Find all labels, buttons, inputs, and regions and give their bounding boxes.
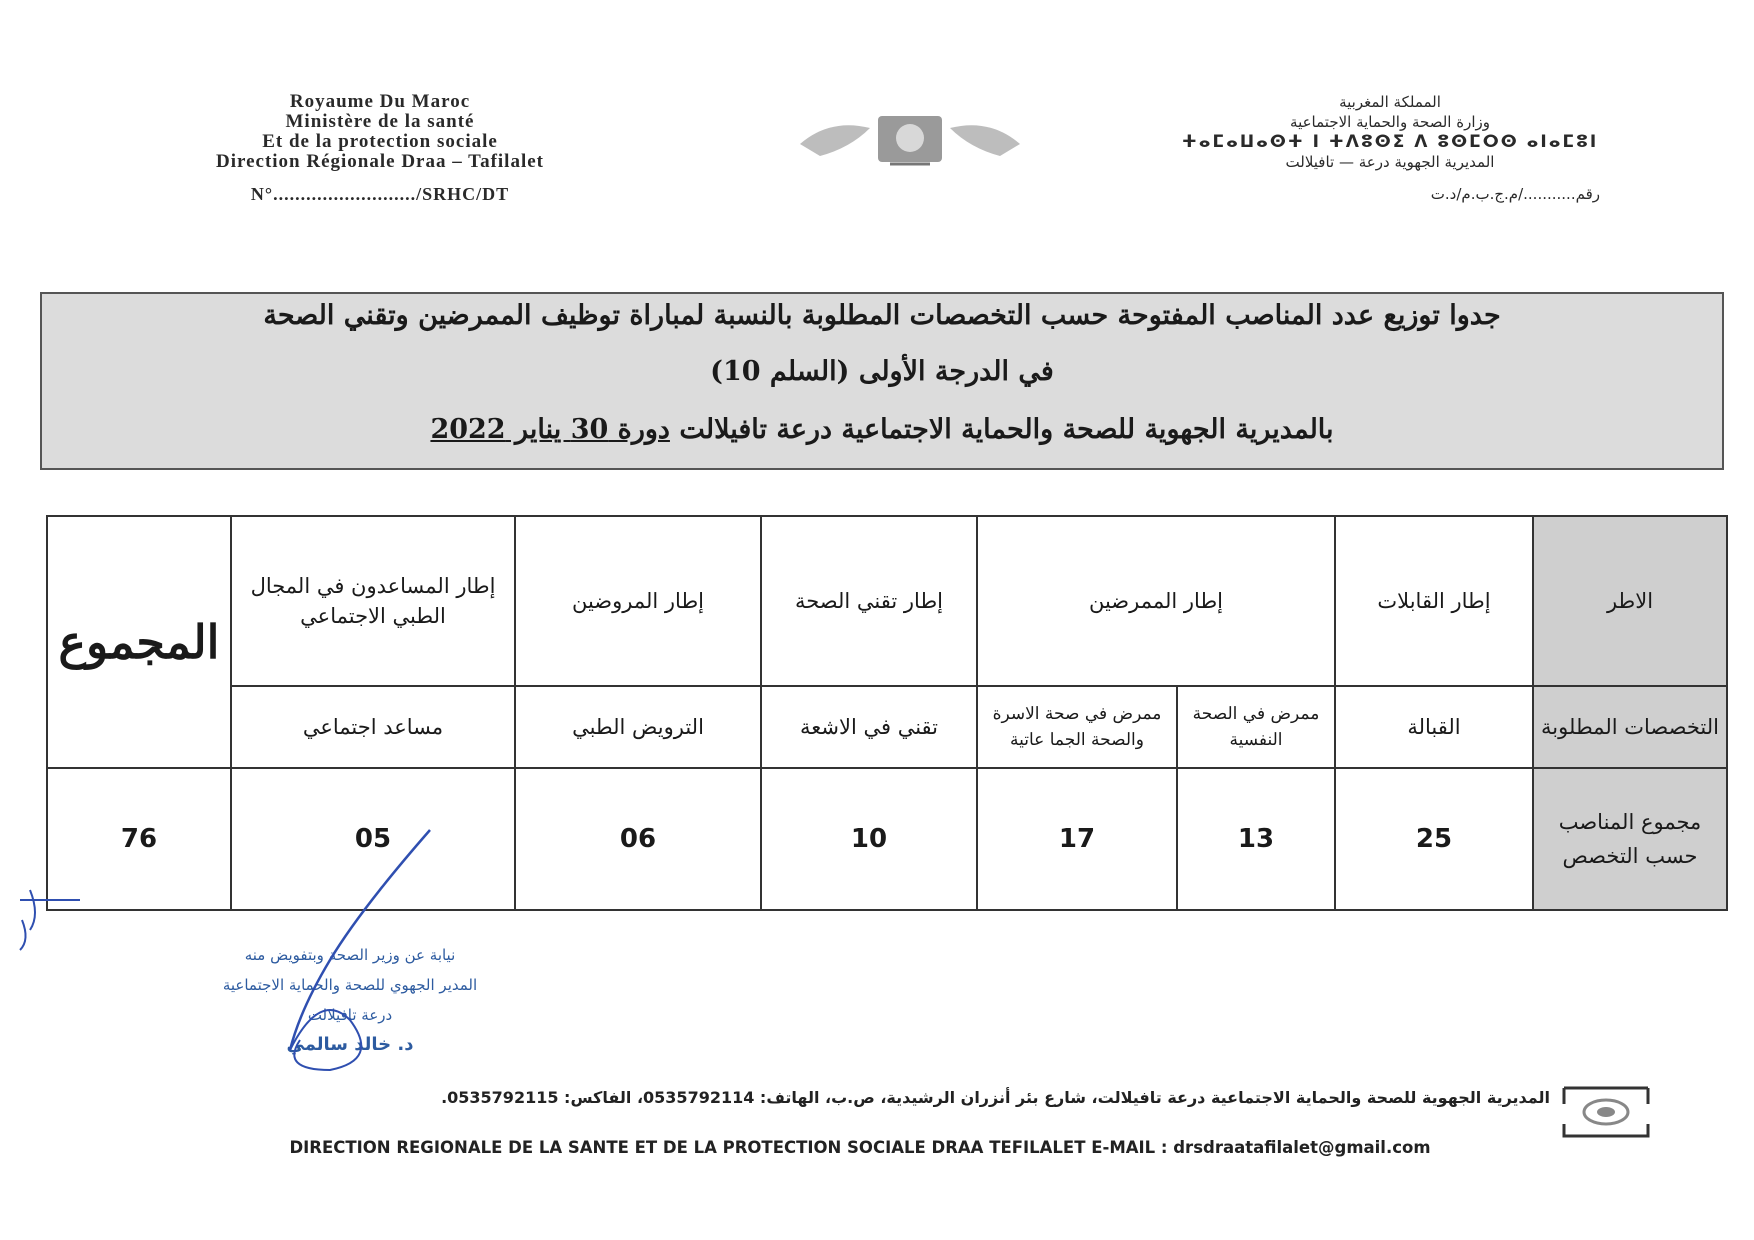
row-label-posts: مجموع المناصب حسب التخصص [1533,768,1727,910]
directorate-logo-icon [1560,1084,1652,1140]
title-directorate: بالمديرية الجهوية للصحة والحماية الاجتماعية درعة تافيلالت [679,414,1334,445]
posts-radiology-technician: 10 [761,768,977,910]
handwritten-signature [0,820,480,1080]
posts-total: 76 [47,768,231,910]
posts-family-community-nurse: 17 [977,768,1177,910]
stamp-line-director: المدير الجهوي للصحة والحماية الاجتماعية [222,976,478,994]
table-row [47,516,1727,686]
reference-ar: رقم.........../م.ج.ب.م/د.ت [1430,185,1600,203]
specialty-physiotherapy: الترويض الطبي [515,686,761,768]
specialty-radiology-technician: تقني في الاشعة [761,686,977,768]
coat-of-arms-emblem [790,108,1030,168]
posts-physiotherapy: 06 [515,768,761,910]
ministry-ar: وزارة الصحة والحماية الاجتماعية [1290,113,1490,131]
specialty-midwifery: القبالة [1335,686,1533,768]
posts-social-assistant: 05 [231,768,515,910]
ministry-fr-2: Et de la protection sociale [262,131,498,152]
direction-fr: Direction Régionale Draa – Tafilalet [215,151,544,172]
frame-health-technicians: إطار تقني الصحة [761,516,977,686]
ministry-tifinagh: ⵜⴰⵎⴰⵡⴰⵙⵜ ⵏ ⵜⴷⵓⵙⵉ ⴷ ⵓⵙⵎⵔⵙ ⴰⵏⴰⵎⵓⵏ [1181,132,1599,152]
stamp-line-region: درعة تافيلالت [307,1006,393,1024]
row-label-specialties: التخصصات المطلوبة [1533,686,1727,768]
specialty-family-community-nurse: ممرض في صحة الاسرة والصحة الجما عاتية [977,686,1177,768]
stamp-line-name: د. خالد سالمي [286,1034,414,1055]
posts-mental-health-nurse: 13 [1177,768,1335,910]
row-label-frames: الاطر [1533,516,1727,686]
document-title-line3 [40,414,1724,445]
posts-midwifery: 25 [1335,768,1533,910]
direction-ar: المديرية الجهوية درعة — تافيلالت [1285,153,1495,171]
frame-social-assistants: إطار المساعدون في المجال الطبي الاجتماعي [231,516,515,686]
header-french [50,92,710,204]
title-session-date: دورة 30 يناير 2022 [430,414,670,445]
header-arabic [1090,92,1690,204]
kingdom-fr: Royaume Du Maroc [289,91,471,112]
ministry-fr: Ministère de la santé [285,111,475,132]
kingdom-ar: المملكة المغربية [1339,93,1441,111]
specialty-social-assistant: مساعد اجتماعي [231,686,515,768]
document-title: جدوا توزيع عدد المناصب المفتوحة حسب التخصصات المطلوبة بالنسبة لمباراة توظيف الممرضين وتقني الصحة [263,300,1501,331]
stamp-line-delegation: نيابة عن وزير الصحة وبتفويض منه [244,946,456,964]
table-row [47,686,1727,768]
frame-midwives: إطار القابلات [1335,516,1533,686]
document-subtitle: في الدرجة الأولى (السلم 10) [710,356,1054,387]
reference-fr: N°........................../SRHC/DT [250,184,510,204]
frame-nurses: إطار الممرضين [977,516,1335,686]
total-label: المجموع [47,516,231,768]
frame-physiotherapists: إطار المروضين [515,516,761,686]
footer-address-arabic: المديرية الجهوية للصحة والحماية الاجتماعية درعة تافيلالت، شارع بئر أنزران الرشيدية، ص.ب، الهاتف: 0535792114، الفاكس: 0535792115. [441,1088,1550,1107]
specialty-mental-health-nurse: ممرض في الصحة النفسية [1177,686,1335,768]
footer-contact-french: DIRECTION REGIONALE DE LA SANTE ET DE LA PROTECTION SOCIALE DRAA TEFILALET E-MAIL : drsdraatafilalet@gmail.com [289,1138,1431,1157]
